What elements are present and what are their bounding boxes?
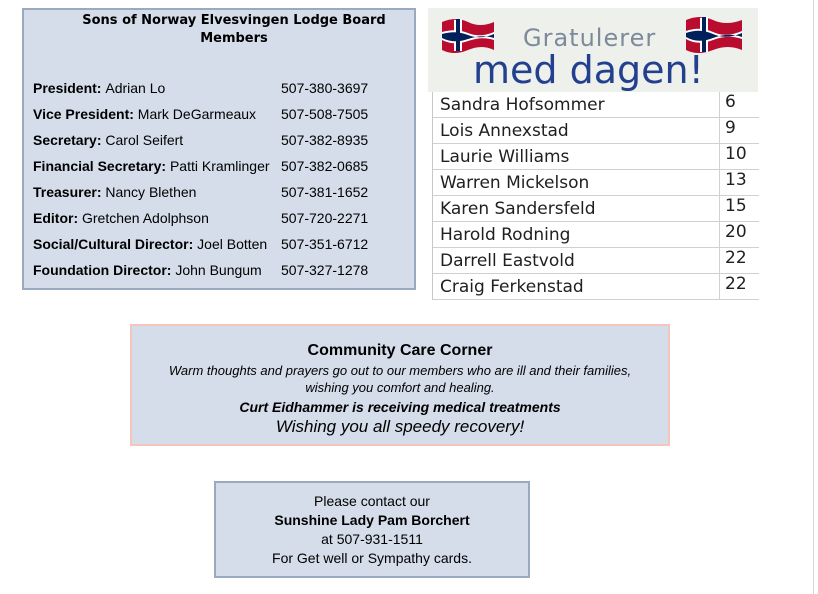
member-phone: 507-380-3697 <box>281 80 369 96</box>
birthday-day: 15 <box>725 196 747 216</box>
sunshine-name: Sunshine Lady Pam Borchert <box>274 512 470 528</box>
member-name: Carol Seifert <box>105 132 184 148</box>
birthday-name: Warren Mickelson <box>440 173 590 193</box>
birthday-banner <box>428 8 758 92</box>
member-row-financial-secretary <box>33 156 369 176</box>
column-divider <box>719 92 720 118</box>
member-role: President: <box>33 80 106 96</box>
member-row-treasurer <box>33 182 369 202</box>
member-name: John Bungum <box>175 262 262 278</box>
member-name: Mark DeGarmeaux <box>137 106 257 122</box>
birthday-name: Craig Ferkenstad <box>440 277 584 297</box>
member-role: Editor: <box>33 210 82 226</box>
member-phone: 507-382-0685 <box>281 158 369 174</box>
birthday-row <box>433 170 759 196</box>
birthday-day: 20 <box>725 222 747 242</box>
care-wish: Wishing you all speedy recovery! <box>275 417 525 436</box>
birthday-day: 6 <box>725 92 736 112</box>
birthday-row <box>433 92 759 118</box>
banner-greeting-large: med dagen! <box>473 48 704 92</box>
member-phone: 507-327-1278 <box>281 262 369 278</box>
member-phone: 507-508-7505 <box>281 106 369 122</box>
birthday-day: 10 <box>725 144 747 164</box>
column-divider <box>719 170 720 196</box>
birthday-row <box>433 248 759 274</box>
birthday-name: Lois Annexstad <box>440 121 569 141</box>
birthday-day: 22 <box>725 274 747 294</box>
birthday-day: 22 <box>725 248 747 268</box>
column-divider <box>719 248 720 274</box>
sunshine-purpose: For Get well or Sympathy cards. <box>272 550 472 566</box>
column-divider <box>719 222 720 248</box>
sunshine-intro: Please contact our <box>314 493 430 509</box>
member-name: Adrian Lo <box>105 80 166 96</box>
column-divider <box>719 144 720 170</box>
birthday-row <box>433 196 759 222</box>
birthday-name: Laurie Williams <box>440 147 570 167</box>
community-care-box <box>130 324 670 446</box>
member-role: Vice President: <box>33 106 138 122</box>
member-name: Nancy Blethen <box>105 184 197 200</box>
member-role: Social/Cultural Director: <box>33 236 198 252</box>
member-role: Secretary: <box>33 132 106 148</box>
member-row-president <box>33 78 369 98</box>
member-row-social-cultural-director <box>33 234 369 254</box>
birthday-row <box>433 222 759 248</box>
member-role: Foundation Director: <box>33 262 176 278</box>
member-role: Financial Secretary: <box>33 158 170 174</box>
member-name: Patti Kramlinger <box>169 158 270 174</box>
member-phone: 507-382-8935 <box>281 132 369 148</box>
birthday-name: Karen Sandersfeld <box>440 199 596 219</box>
member-row-editor <box>33 208 369 228</box>
page-edge-rule <box>813 0 814 594</box>
care-title: Community Care Corner <box>307 342 493 359</box>
birthday-day: 13 <box>725 170 747 190</box>
member-phone: 507-720-2271 <box>281 210 369 226</box>
birthday-name: Sandra Hofsommer <box>440 95 605 115</box>
birthday-day: 9 <box>725 118 736 138</box>
birthday-name: Harold Rodning <box>440 225 571 245</box>
column-divider <box>719 274 720 300</box>
sunshine-contact-box <box>214 481 530 578</box>
birthday-row <box>433 274 759 300</box>
member-phone: 507-381-1652 <box>281 184 369 200</box>
birthday-row <box>433 144 759 170</box>
banner-greeting-small: Gratulerer <box>523 24 657 52</box>
member-row-secretary <box>33 130 369 150</box>
board-title: Sons of Norway Elvesvingen Lodge Board Members <box>82 13 386 46</box>
care-message-line: Warm thoughts and prayers go out to our members who are ill and their families, <box>168 363 632 378</box>
member-name: Gretchen Adolphson <box>82 210 209 226</box>
sunshine-phone: at 507-931-1511 <box>321 531 423 547</box>
board-members-box <box>22 8 416 290</box>
member-role: Treasurer: <box>33 184 106 200</box>
birthday-name: Darrell Eastvold <box>440 251 575 271</box>
birthday-row <box>433 118 759 144</box>
member-row-foundation-director <box>33 260 369 280</box>
care-patient-note: Curt Eidhammer is receiving medical treatments <box>239 399 561 415</box>
member-phone: 507-351-6712 <box>281 236 369 252</box>
member-name: Joel Botten <box>197 236 268 252</box>
column-divider <box>719 196 720 222</box>
care-message-line: wishing you comfort and healing. <box>305 380 495 395</box>
member-row-vice-president <box>33 104 369 124</box>
birthday-table <box>432 92 758 300</box>
column-divider <box>719 118 720 144</box>
